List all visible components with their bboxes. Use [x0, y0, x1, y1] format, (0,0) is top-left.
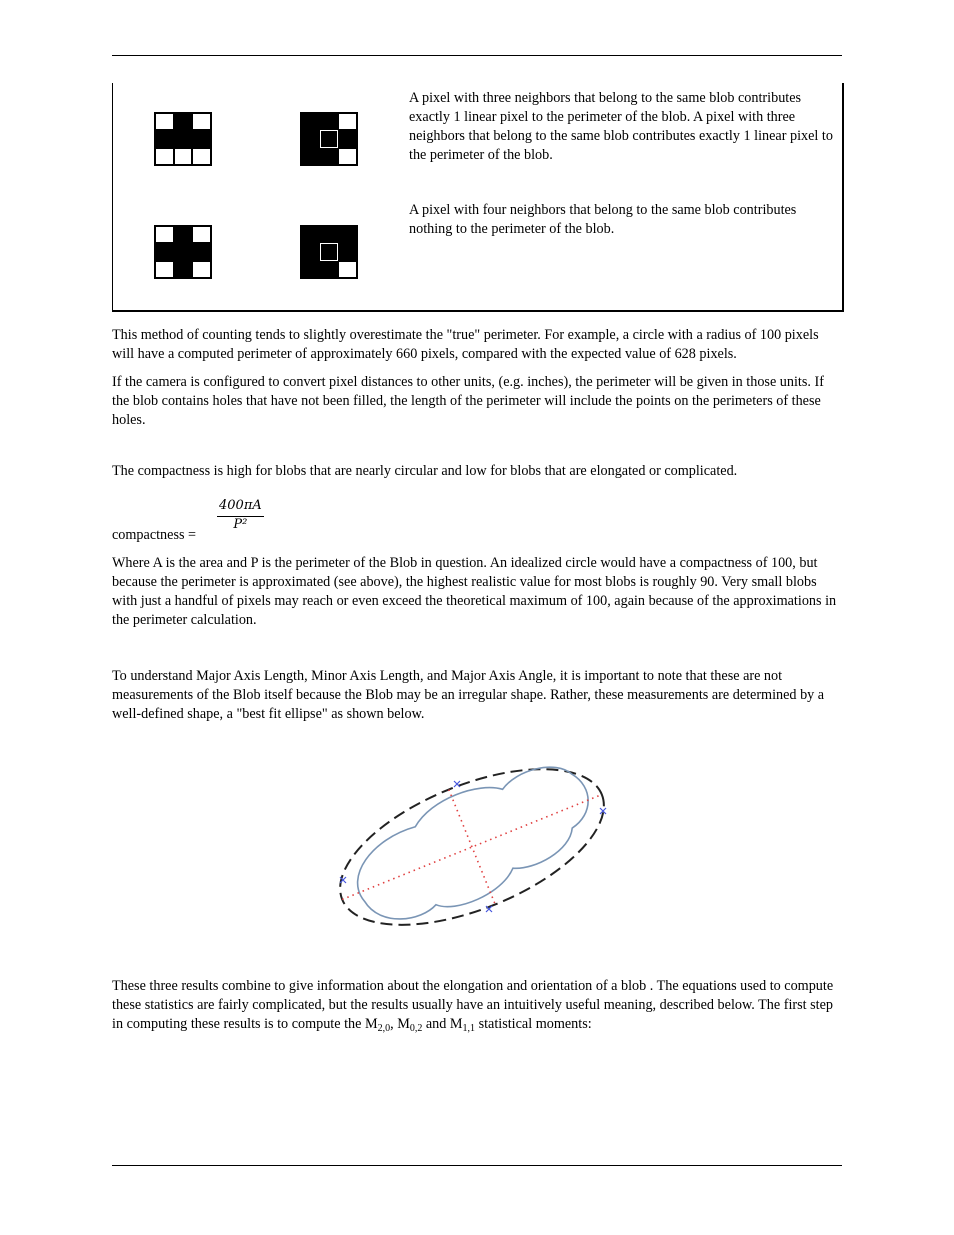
four-neighbor-pattern: [154, 225, 212, 279]
three-neighbor-pattern: [154, 112, 212, 166]
moment-sub-02: 0,2: [409, 1023, 423, 1034]
axis-intro-paragraph: To understand Major Axis Length, Minor Axis Length, and Major Axis Angle, it is important to note that these are not measurements of the Blob itself because the Blob may be an irregular shape. Rather, these measurements are determined by a well-defined shape, a "best fit ellipse" as shown below.: [112, 668, 825, 722]
compactness-formula: [217, 498, 264, 533]
blob-outline: [339, 765, 609, 930]
compactness-explanation: Where A is the area and P is the perimeter of the Blob in question. An idealized circle would have a compactness of 100, but because the perimeter is approximated (see above), the highest realistic value for most blobs is roughly 90. Very small blobs with just a handful of pixels may reach or even exceed the theoretical maximum of 100, again because of the approximations in the perimeter calculation.: [112, 555, 837, 628]
header-rule: [112, 55, 842, 56]
moments-sep1: , M: [390, 1016, 410, 1032]
formula-numerator: 400πA: [217, 498, 264, 517]
minor-axis: [449, 790, 495, 905]
moments-end: statistical moments:: [475, 1016, 592, 1032]
footer-rule: [112, 1165, 842, 1166]
four-neighbor-result: [300, 225, 358, 279]
moment-sub-20: 2,0: [377, 1023, 391, 1034]
table-row2-text: A pixel with four neighbors that belong to the same blob contributes nothing to the perimeter of the blob.: [409, 202, 797, 237]
axis-endpoint-markers: [340, 781, 606, 912]
formula-denominator: P²: [233, 517, 248, 532]
perimeter-units-paragraph: If the camera is configured to convert pixel distances to other units, (e.g. inches), the perimeter will be given in those units. If the blob contains holes that have not been filled, the length of the perimeter will include the points on the perimeters of these holes.: [112, 374, 824, 428]
three-neighbor-result: [300, 112, 358, 166]
table-row1-text: A pixel with three neighbors that belong to the same blob contributes exactly 1 linear pixel to the perimeter of the blob. A pixel with three neighbors that belong to the same blob contributes exactly 1 linear pixel to the perimeter of the blob.: [409, 90, 833, 163]
moment-sub-11: 1,1: [462, 1023, 476, 1034]
moments-paragraph: [112, 977, 844, 1034]
compactness-intro: The compactness is high for blobs that are nearly circular and low for blobs that are elongated or complicated.: [112, 463, 738, 479]
perimeter-estimate-paragraph: This method of counting tends to slightly overestimate the "true" perimeter. For example, a circle with a radius of 100 pixels will have a computed perimeter of approximately 660 pixels, compared with the expected value of 628 pixels.: [112, 327, 819, 362]
best-fit-ellipse-figure: [330, 765, 620, 930]
compactness-label: compactness =: [112, 527, 197, 543]
moments-sep2: and M: [422, 1016, 463, 1032]
moments-text: These three results combine to give information about the elongation and orientation of a blob . The equations used to compute these statistics are fairly complicated, but the results usually have an intuitively useful meaning, described below. The first step in computing these results is to compute the M: [112, 978, 834, 1032]
